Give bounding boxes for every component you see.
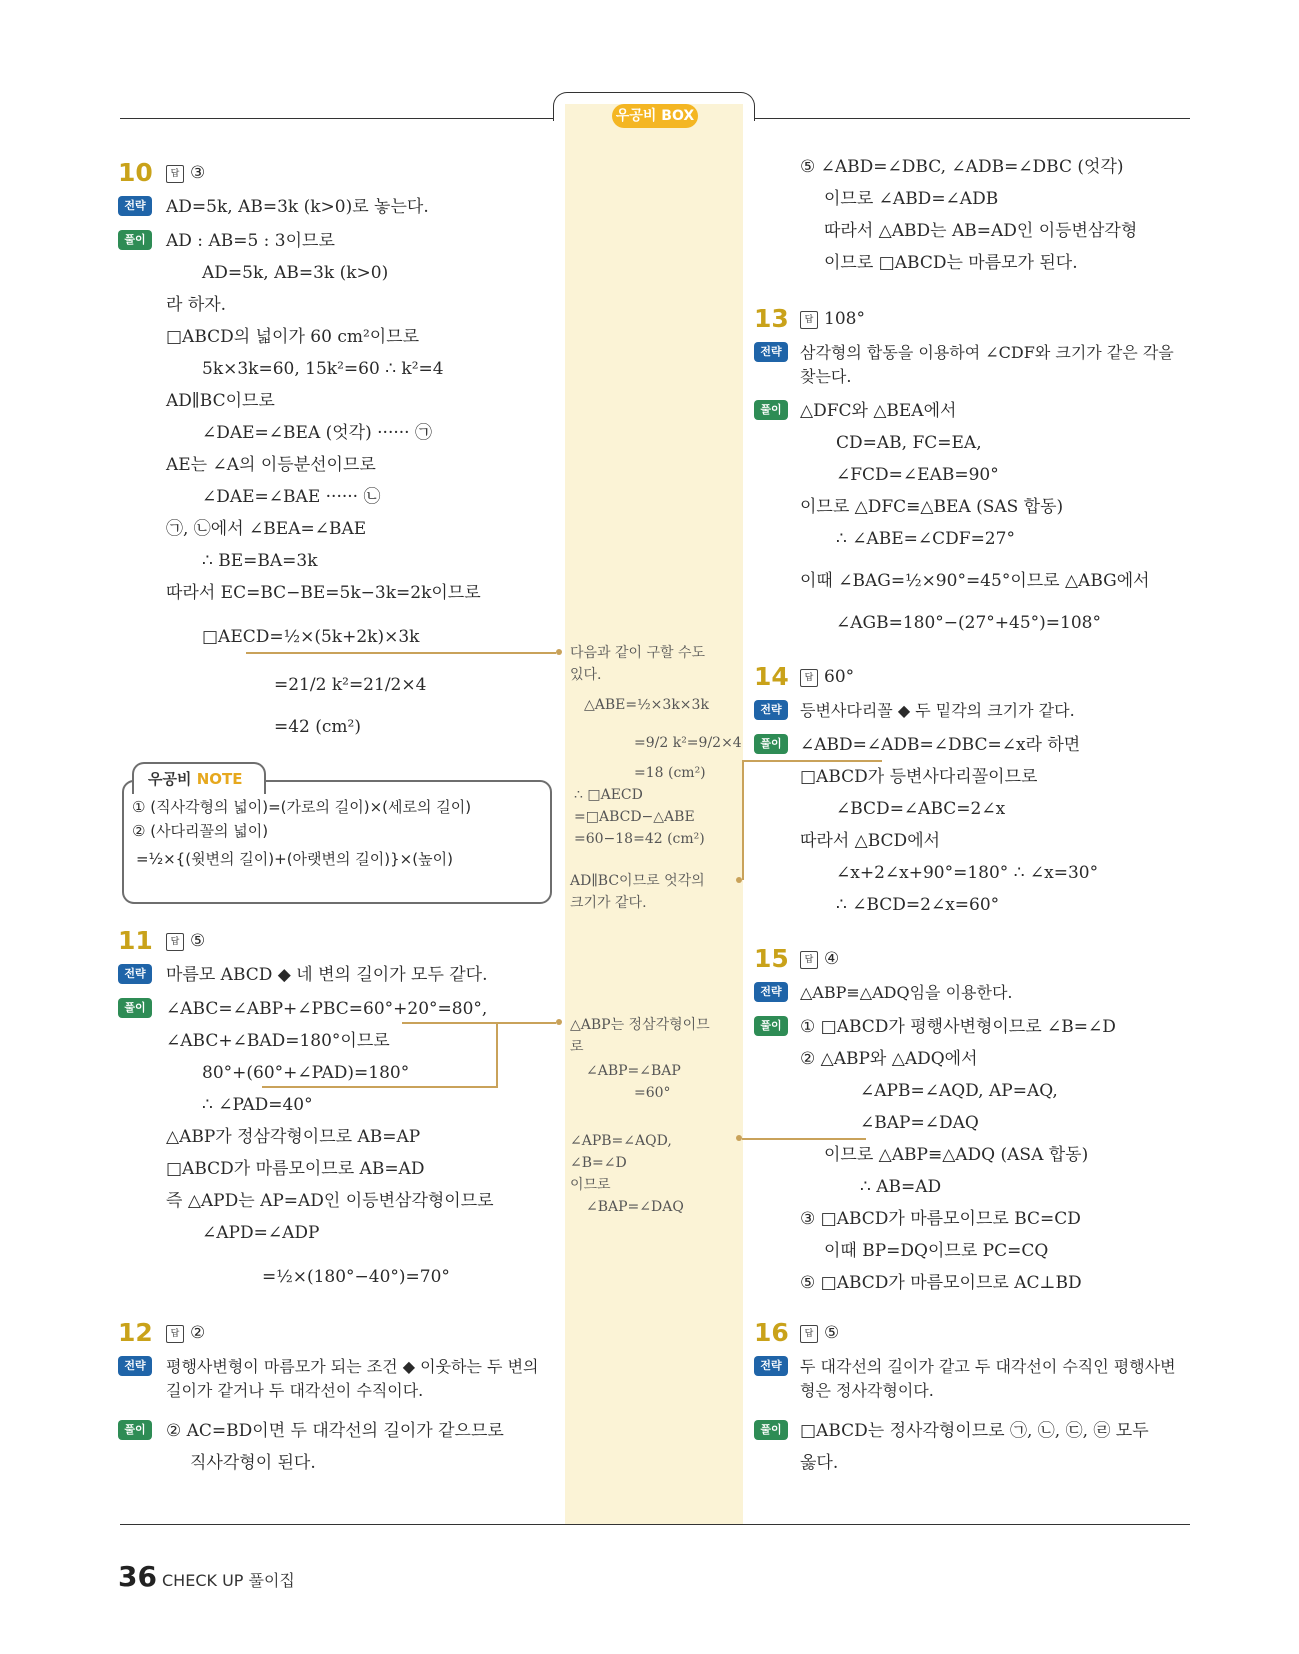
- solution-line: ∠FCD=∠EAB=90°: [836, 465, 999, 485]
- answer: 답 ②: [166, 1322, 205, 1344]
- strategy-tag: 전략: [754, 1356, 788, 1376]
- strategy-tag: 전략: [118, 1356, 152, 1376]
- solution-line: ∠BAP=∠DAQ: [860, 1113, 979, 1133]
- side-note: 다음과 같이 구할 수도: [570, 645, 706, 661]
- strategy-tag: 전략: [754, 342, 788, 362]
- side-note: ∠ABP=∠BAP: [586, 1063, 681, 1079]
- solution-tag: 풀이: [118, 998, 152, 1018]
- answer-icon: 답: [800, 311, 818, 329]
- side-note: AD∥BC이므로 엇각의: [570, 873, 705, 889]
- solution-line: 이므로 □ABCD는 마름모가 된다.: [824, 253, 1078, 273]
- strategy-text: 길이가 같거나 두 대각선이 수직이다.: [166, 1381, 424, 1400]
- solution-tag: 풀이: [754, 734, 788, 754]
- question-number: 13: [754, 304, 789, 333]
- connector-dot: [556, 1019, 562, 1025]
- answer-icon: 답: [166, 1325, 184, 1343]
- solution-line: 이때 BP=DQ이므로 PC=CQ: [824, 1241, 1049, 1261]
- solution-line: ∠DAE=∠BEA (엇각) ······ ㉠: [202, 423, 432, 443]
- solution-line: ∴ BE=BA=3k: [202, 551, 318, 571]
- strategy-tag: 전략: [118, 196, 152, 216]
- solution-line: □ABCD는 정사각형이므로 ㉠, ㉡, ㉢, ㉣ 모두: [800, 1421, 1149, 1441]
- solution-line: ∠x+2∠x+90°=180° ∴ ∠x=30°: [836, 863, 1099, 883]
- side-note: ∴ □AECD: [574, 787, 643, 803]
- connector-line: [402, 1022, 556, 1024]
- side-note: 있다.: [570, 667, 602, 683]
- question-number: 11: [118, 926, 153, 955]
- solution-line: ③ □ABCD가 마름모이므로 BC=CD: [800, 1209, 1081, 1229]
- strategy-tag: 전략: [118, 964, 152, 984]
- note-label: 우공비 NOTE: [132, 762, 266, 794]
- solution-line: =21/2 k²=21/2×4: [274, 675, 427, 695]
- solution-line: ∠AGB=180°−(27°+45°)=108°: [836, 613, 1101, 633]
- solution-line: ∴ ∠BCD=2∠x=60°: [836, 895, 1000, 915]
- solution-line: 옳다.: [800, 1453, 839, 1473]
- solution-line: ∠ABC=∠ABP+∠PBC=60°+20°=80°,: [166, 999, 488, 1019]
- side-note: 이므로: [570, 1177, 611, 1193]
- connector-line: [496, 1022, 498, 1088]
- solution-line: △ABP가 정삼각형이므로 AB=AP: [166, 1127, 421, 1147]
- solution-line: =42 (cm²): [274, 717, 362, 737]
- solution-line: ⑤ ∠ABD=∠DBC, ∠ADB=∠DBC (엇각): [800, 157, 1124, 177]
- strategy-text: △ABP≡△ADQ임을 이용한다.: [800, 983, 1013, 1002]
- solution-line: AE는 ∠A의 이등분선이므로: [166, 455, 376, 475]
- connector-dot: [736, 1135, 742, 1141]
- connector-dot: [736, 877, 742, 883]
- solution-line: 라 하자.: [166, 295, 227, 315]
- solution-line: AD : AB=5 : 3이므로: [166, 231, 335, 251]
- solution-line: ② AC=BD이면 두 대각선의 길이가 같으므로: [166, 1421, 504, 1441]
- side-note: △ABE=½×3k×3k: [584, 697, 709, 713]
- solution-line: ∠ABC+∠BAD=180°이므로: [166, 1031, 390, 1051]
- solution-line: ㉠, ㉡에서 ∠BEA=∠BAE: [166, 519, 367, 539]
- strategy-text: 형은 정사각형이다.: [800, 1381, 934, 1400]
- answer: 답 108°: [800, 308, 865, 330]
- connector-line: [262, 1086, 498, 1088]
- strategy-tag: 전략: [754, 982, 788, 1002]
- solution-line: 따라서 EC=BC−BE=5k−3k=2k이므로: [166, 583, 481, 603]
- answer-icon: 답: [800, 669, 818, 687]
- question-number: 15: [754, 944, 789, 973]
- answer: 답 ⑤: [800, 1322, 839, 1344]
- answer: 답 ⑤: [166, 930, 205, 952]
- side-note: ∠APB=∠AQD,: [570, 1133, 672, 1149]
- solution-line: AD∥BC이므로: [166, 391, 275, 411]
- solution-line: =½×(180°−40°)=70°: [262, 1267, 450, 1287]
- side-note: △ABP는 정삼각형이므: [570, 1017, 710, 1033]
- solution-line: 이때 ∠BAG=½×90°=45°이므로 △ABG에서: [800, 571, 1150, 591]
- strategy-text: 평행사변형이 마름모가 되는 조건 ◆ 이웃하는 두 변의: [166, 1357, 539, 1376]
- side-note: =9/2 k²=9/2×4: [634, 735, 742, 751]
- side-note: ∠B=∠D: [570, 1155, 627, 1171]
- note-line: ② (사다리꼴의 넓이): [132, 822, 269, 840]
- solution-tag: 풀이: [118, 230, 152, 250]
- solution-line: 이므로 △ABP≡△ADQ (ASA 합동): [824, 1145, 1089, 1165]
- solution-line: AD=5k, AB=3k (k>0): [202, 263, 389, 283]
- answer-icon: 답: [166, 933, 184, 951]
- solution-tag: 풀이: [754, 1016, 788, 1036]
- answer-icon: 답: [166, 165, 184, 183]
- solution-line: ∴ ∠PAD=40°: [202, 1095, 313, 1115]
- solution-line: △DFC와 △BEA에서: [800, 401, 957, 421]
- strategy-text: 등변사다리꼴 ◆ 두 밑각의 크기가 같다.: [800, 701, 1075, 720]
- answer-icon: 답: [800, 951, 818, 969]
- solution-line: □ABCD가 등변사다리꼴이므로: [800, 767, 1038, 787]
- solution-line: 즉 △APD는 AP=AD인 이등변삼각형이므로: [166, 1191, 494, 1211]
- solution-line: ∴ ∠ABE=∠CDF=27°: [836, 529, 1015, 549]
- page-number: 36: [118, 1560, 157, 1593]
- strategy-text: AD=5k, AB=3k (k>0)로 놓는다.: [166, 197, 429, 217]
- side-note: =□ABCD−△ABE: [574, 809, 695, 825]
- strategy-text: 두 대각선의 길이가 같고 두 대각선이 수직인 평행사변: [800, 1357, 1176, 1376]
- solution-line: ∠APB=∠AQD, AP=AQ,: [860, 1081, 1058, 1101]
- solution-line: ∠ABD=∠ADB=∠DBC=∠x라 하면: [800, 735, 1081, 755]
- solution-line: □ABCD의 넓이가 60 cm²이므로: [166, 327, 420, 347]
- connector-line: [742, 1138, 866, 1140]
- question-number: 16: [754, 1318, 789, 1347]
- solution-line: 이므로 ∠ABD=∠ADB: [824, 189, 999, 209]
- solution-line: ② △ABP와 △ADQ에서: [800, 1049, 978, 1069]
- note-line: ① (직사각형의 넓이)=(가로의 길이)×(세로의 길이): [132, 798, 472, 816]
- answer: 답 60°: [800, 666, 854, 688]
- solution-line: 80°+(60°+∠PAD)=180°: [202, 1063, 410, 1083]
- question-number: 12: [118, 1318, 153, 1347]
- solution-tag: 풀이: [754, 400, 788, 420]
- answer: 답 ④: [800, 948, 839, 970]
- solution-line: ① □ABCD가 평행사변형이므로 ∠B=∠D: [800, 1017, 1116, 1037]
- strategy-text: 마름모 ABCD ◆ 네 변의 길이가 모두 같다.: [166, 965, 488, 985]
- question-number: 14: [754, 662, 789, 691]
- book-title: CHECK UP 풀이집: [162, 1571, 295, 1590]
- strategy-text: 찾는다.: [800, 367, 852, 386]
- question-number: 10: [118, 158, 153, 187]
- connector-line: [246, 652, 556, 654]
- solution-line: □AECD=½×(5k+2k)×3k: [202, 627, 420, 647]
- solution-line: ∴ AB=AD: [860, 1177, 942, 1197]
- solution-line: □ABCD가 마름모이므로 AB=AD: [166, 1159, 425, 1179]
- note-line: =½×{(윗변의 길이)+(아랫변의 길이)}×(높이): [136, 850, 453, 868]
- solution-line: ∠DAE=∠BAE ······ ㉡: [202, 487, 381, 507]
- side-note: =18 (cm²): [634, 765, 706, 781]
- connector-line: [742, 760, 744, 880]
- solution-line: ∠APD=∠ADP: [202, 1223, 320, 1243]
- side-note: ∠BAP=∠DAQ: [586, 1199, 684, 1215]
- solution-line: 직사각형이 된다.: [190, 1453, 316, 1473]
- side-note: 크기가 같다.: [570, 895, 647, 911]
- answer: 답 ③: [166, 162, 205, 184]
- solution-line: 이므로 △DFC≡△BEA (SAS 합동): [800, 497, 1064, 517]
- strategy-tag: 전략: [754, 700, 788, 720]
- connector-line: [742, 760, 882, 762]
- solution-tag: 풀이: [118, 1420, 152, 1440]
- bottom-rule: [120, 1524, 1190, 1525]
- strategy-text: 삼각형의 합동을 이용하여 ∠CDF와 크기가 같은 각을: [800, 343, 1174, 362]
- solution-tag: 풀이: [754, 1420, 788, 1440]
- solution-line: 따라서 △BCD에서: [800, 831, 941, 851]
- box-label: 우공비 BOX: [612, 104, 698, 128]
- solution-line: 5k×3k=60, 15k²=60 ∴ k²=4: [202, 359, 444, 379]
- side-note: 로: [570, 1039, 584, 1055]
- side-note: =60°: [634, 1085, 671, 1101]
- solution-line: CD=AB, FC=EA,: [836, 433, 982, 453]
- solution-line: ⑤ □ABCD가 마름모이므로 AC⊥BD: [800, 1273, 1082, 1293]
- side-note: =60−18=42 (cm²): [574, 831, 705, 847]
- answer-icon: 답: [800, 1325, 818, 1343]
- solution-line: ∠BCD=∠ABC=2∠x: [836, 799, 1006, 819]
- connector-dot: [556, 649, 562, 655]
- solution-line: 따라서 △ABD는 AB=AD인 이등변삼각형: [824, 221, 1138, 241]
